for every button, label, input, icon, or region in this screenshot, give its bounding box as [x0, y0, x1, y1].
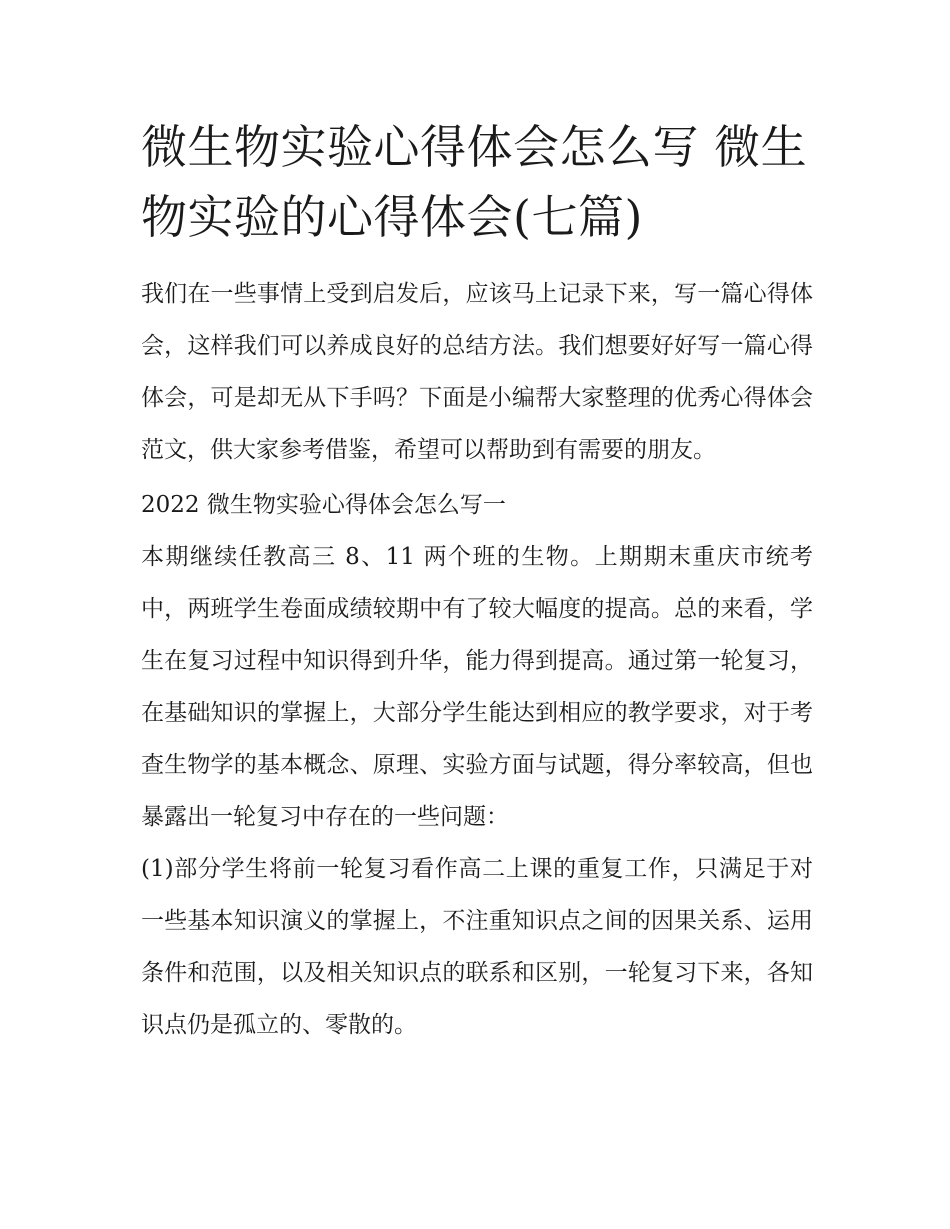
intro-paragraph: 我们在一些事情上受到启发后，应该马上记录下来，写一篇心得体会，这样我们可以养成良好的总结方法。我们想要好好写一篇心得体会，可是却无从下手吗？下面是小编帮大家整理的优秀心得体会范文，供大家参考借鉴，希望可以帮助到有需要的朋友。	[141, 281, 813, 463]
section-heading: 2022 微生物实验心得体会怎么写一	[141, 492, 506, 518]
document-title: 微生物实验心得体会怎么写 微生物实验的心得体会(七篇)	[141, 120, 808, 244]
body-paragraph: (1)部分学生将前一轮复习看作高二上课的重复工作，只满足于对一些基本知识演义的掌握上，不注重知识点之间的因果关系、运用条件和范围，以及相关知识点的联系和区别，一轮复习下来，各知识点仍是孤立的、零散的。	[141, 856, 813, 1038]
body-paragraph: 本期继续任教高三 8、11 两个班的生物。上期期末重庆市统考中，两班学生卷面成绩较期中有了较大幅度的提高。总的来看，学生在复习过程中知识得到升华，能力得到提高。通过第一轮复习，在基础知识的掌握上，大部分学生能达到相应的教学要求，对于考查生物学的基本概念、原理、实验方面与试题，得分率较高，但也暴露出一轮复习中存在的一些问题：	[141, 544, 813, 830]
document-page	[141, 112, 813, 1051]
